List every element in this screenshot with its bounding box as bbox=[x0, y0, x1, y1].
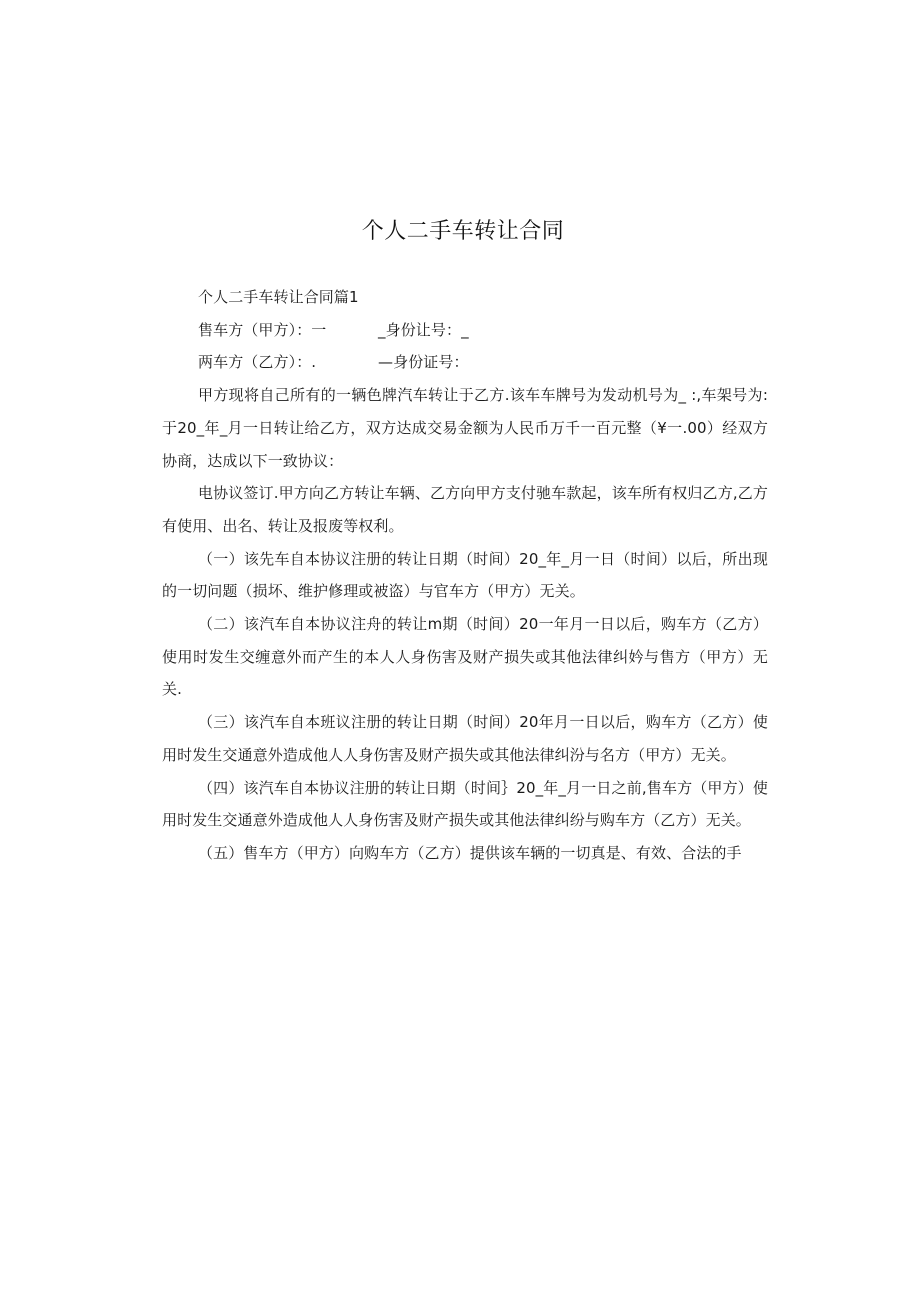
seller-line bbox=[162, 314, 768, 347]
document-title: 个人二手车转让合同 bbox=[361, 219, 565, 244]
buyer-line bbox=[162, 346, 768, 379]
paragraph: （二）该汽车自本协议注舟的转让m期（时间）20一年月一日以后，购车方（乙方）使用时发生交缠意外而产生的本人人身伤害及财产损失或其他法律纠妗与售方（甲方）无关. bbox=[162, 615, 768, 699]
seller-id-label: _身份让号：_ bbox=[378, 320, 469, 339]
seller-label: 售车方（甲方）：一 bbox=[198, 320, 327, 339]
buyer-label: 两车方（乙方）：. bbox=[198, 353, 317, 372]
buyer-id-label: —身份证号： bbox=[378, 353, 469, 372]
paragraph: （一）该先车自本协议注册的转让日期（时间）20_年_月一日（时间）以后，所出现的一切问题（损坏、维护修理或被盗）与官车方（甲方）无关。 bbox=[162, 549, 768, 601]
heading-text: 个人二手车转让合同篇1 bbox=[198, 288, 359, 306]
paragraph: （五）售车方（甲方）向购车方（乙方）提供该车辆的一切真是、有效、合法的手 bbox=[198, 843, 742, 862]
paragraph: （四）该汽车自本协议注册的转让日期（时间｝20_年_月一日之前,售车方（甲方）使用时发生交通意外造成他人人身伤害及财产损失或其他法律纠纷与购车方（乙方）无关。 bbox=[162, 778, 768, 830]
document-heading bbox=[162, 281, 768, 314]
paragraph: （三）该汽车自本班议注册的转让日期（时间）20年月一日以后，购车方（乙方）使用时发生交通意外造成他人人身伤害及财产损失或其他法律纠汾与名方（甲方）无关。 bbox=[162, 713, 768, 764]
paragraph: 甲方现将自己所有的一辆色牌汽车转让于乙方.该车车牌号为发动机号为_ :,车架号为:于20_年_月一日转让给乙方，双方达成交易金额为人民币万千一百元整（¥一.00）经双方协商，达成以下一致协议： bbox=[162, 386, 768, 470]
document-body bbox=[162, 281, 768, 870]
paragraph: 电协议签订.甲方向乙方转让车辆、乙方向甲方支付驰车款起，该车所有权归乙方,乙方有使用、出名、转让及报废等权利。 bbox=[162, 484, 768, 535]
